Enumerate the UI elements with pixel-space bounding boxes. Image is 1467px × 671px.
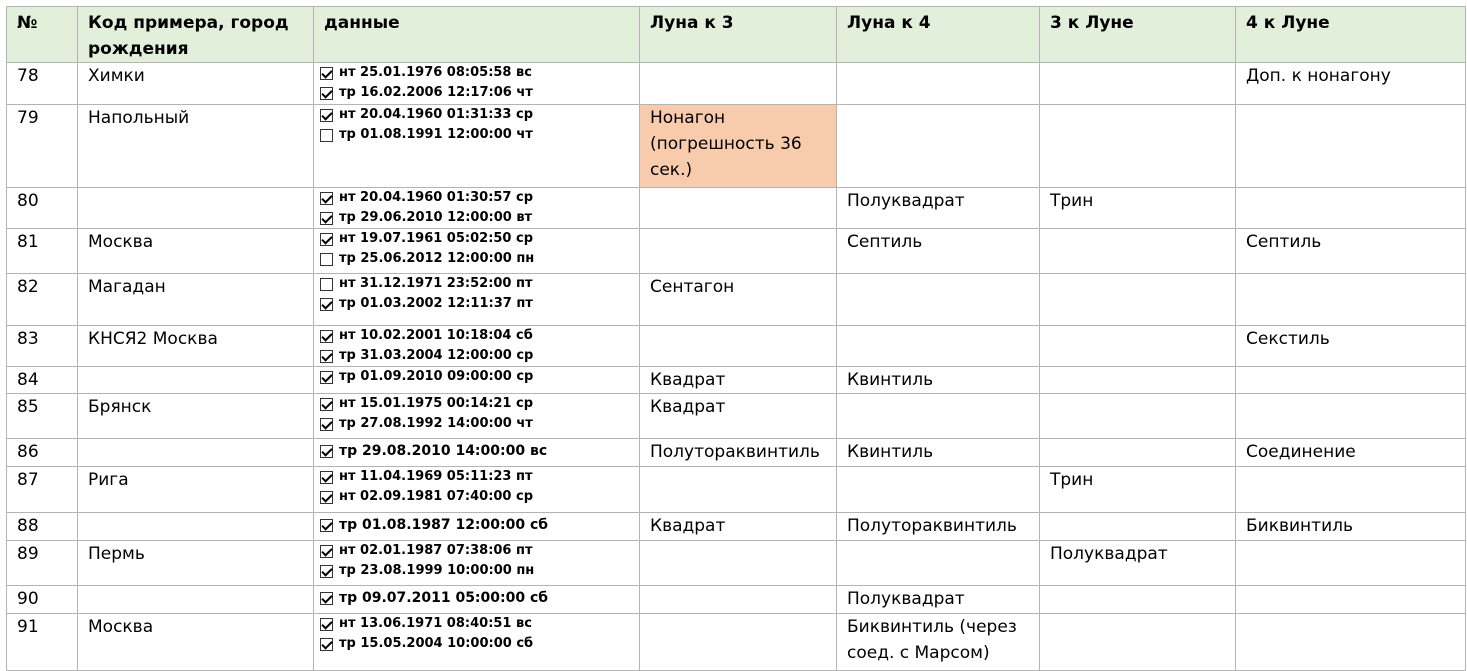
header-city: Код примера, город рождения	[78, 7, 314, 63]
row-city: Москва	[78, 229, 314, 274]
row-city: Пермь	[78, 541, 314, 586]
checkbox-unchecked-icon[interactable]	[320, 278, 333, 291]
row-data	[314, 541, 640, 586]
data-entry-text: нт 20.04.1960 01:31:33 ср	[339, 107, 534, 122]
4-to-moon: Секстиль	[1236, 326, 1466, 367]
data-entry	[320, 294, 639, 314]
data-entry	[320, 188, 639, 208]
data-entry-text: нт 19.07.1961 05:02:50 ср	[339, 231, 534, 246]
3-to-moon: Трин	[1040, 467, 1236, 513]
3-to-moon	[1040, 63, 1236, 105]
4-to-moon	[1236, 274, 1466, 326]
table-row	[7, 394, 1466, 439]
data-entry-text: тр 15.05.2004 10:00:00 сб	[339, 636, 534, 651]
data-entry-text: тр 23.08.1999 10:00:00 пн	[339, 563, 535, 578]
4-to-moon	[1236, 467, 1466, 513]
row-city: Магадан	[78, 274, 314, 326]
moon-to-3: Сентагон	[640, 274, 837, 326]
data-entry	[320, 513, 639, 537]
table-row	[7, 513, 1466, 541]
4-to-moon: Соединение	[1236, 439, 1466, 467]
checkbox-checked-icon[interactable]	[320, 212, 333, 225]
data-entry	[320, 326, 639, 346]
data-entry-text: нт 13.06.1971 08:40:51 вс	[339, 616, 532, 631]
data-entry	[320, 274, 639, 294]
header-moon-to-3: Луна к 3	[640, 7, 837, 63]
4-to-moon	[1236, 188, 1466, 229]
data-entry	[320, 586, 639, 610]
header-data: данные	[314, 7, 640, 63]
data-entry	[320, 83, 639, 103]
header-4-to-moon: 4 к Луне	[1236, 7, 1466, 63]
data-entry-text: нт 02.09.1981 07:40:00 ср	[339, 489, 534, 504]
table-row	[7, 326, 1466, 367]
3-to-moon	[1040, 614, 1236, 671]
row-number: 86	[7, 439, 78, 467]
3-to-moon	[1040, 586, 1236, 614]
moon-to-3: Квадрат	[640, 513, 837, 541]
data-entry	[320, 367, 639, 387]
data-entry-text: тр 25.06.2012 12:00:00 пн	[339, 251, 535, 266]
table-row	[7, 467, 1466, 513]
moon-to-3: Полутораквинтиль	[640, 439, 837, 467]
row-data	[314, 229, 640, 274]
row-data	[314, 394, 640, 439]
row-number: 78	[7, 63, 78, 105]
checkbox-checked-icon[interactable]	[320, 371, 333, 384]
moon-to-4: Квинтиль	[837, 367, 1040, 394]
row-city	[78, 188, 314, 229]
data-entry	[320, 125, 639, 145]
header-moon-to-4: Луна к 4	[837, 7, 1040, 63]
moon-to-4	[837, 326, 1040, 367]
row-data	[314, 326, 640, 367]
4-to-moon	[1236, 614, 1466, 671]
row-city: Брянск	[78, 394, 314, 439]
moon-to-4: Полуквадрат	[837, 586, 1040, 614]
3-to-moon	[1040, 439, 1236, 467]
table-row	[7, 367, 1466, 394]
data-entry-text: нт 31.12.1971 23:52:00 пт	[339, 276, 533, 291]
data-entry	[320, 541, 639, 561]
data-entry-text: нт 10.02.2001 10:18:04 сб	[339, 328, 533, 343]
moon-to-4: Полутораквинтиль	[837, 513, 1040, 541]
moon-to-4: Биквинтиль (через соед. с Марсом)	[837, 614, 1040, 671]
data-entry-text: тр 01.03.2002 12:11:37 пт	[339, 296, 533, 311]
moon-to-3	[640, 229, 837, 274]
checkbox-unchecked-icon[interactable]	[320, 129, 333, 142]
4-to-moon: Биквинтиль	[1236, 513, 1466, 541]
data-entry	[320, 414, 639, 434]
table-row	[7, 439, 1466, 467]
table-row	[7, 541, 1466, 586]
moon-to-3	[640, 586, 837, 614]
data-entry	[320, 249, 639, 269]
checkbox-checked-icon[interactable]	[320, 519, 333, 532]
3-to-moon	[1040, 274, 1236, 326]
moon-to-3	[640, 188, 837, 229]
data-entry-text: тр 29.08.2010 14:00:00 вс	[339, 443, 548, 459]
3-to-moon: Трин	[1040, 188, 1236, 229]
moon-to-3	[640, 326, 837, 367]
header-3-to-moon: 3 к Луне	[1040, 7, 1236, 63]
checkbox-checked-icon[interactable]	[320, 592, 333, 605]
4-to-moon	[1236, 367, 1466, 394]
data-entry	[320, 394, 639, 414]
3-to-moon	[1040, 513, 1236, 541]
checkbox-checked-icon[interactable]	[320, 565, 333, 578]
row-data	[314, 105, 640, 188]
data-entry	[320, 63, 639, 83]
checkbox-checked-icon[interactable]	[320, 192, 333, 205]
row-data	[314, 274, 640, 326]
3-to-moon	[1040, 326, 1236, 367]
data-entry	[320, 439, 639, 463]
data-entry	[320, 208, 639, 228]
moon-to-3: Квадрат	[640, 367, 837, 394]
checkbox-checked-icon[interactable]	[320, 491, 333, 504]
data-entry	[320, 487, 639, 507]
checkbox-checked-icon[interactable]	[320, 471, 333, 484]
checkbox-checked-icon[interactable]	[320, 298, 333, 311]
row-data	[314, 439, 640, 467]
row-city: Москва	[78, 614, 314, 671]
4-to-moon	[1236, 105, 1466, 188]
row-city: Химки	[78, 63, 314, 105]
row-number: 83	[7, 326, 78, 367]
data-entry-text: нт 20.04.1960 01:30:57 ср	[339, 190, 534, 205]
checkbox-checked-icon[interactable]	[320, 109, 333, 122]
data-entry-text: тр 01.08.1991 12:00:00 чт	[339, 127, 533, 142]
moon-to-4	[837, 467, 1040, 513]
row-data	[314, 467, 640, 513]
checkbox-checked-icon[interactable]	[320, 87, 333, 100]
checkbox-checked-icon[interactable]	[320, 233, 333, 246]
data-entry-text: нт 02.01.1987 07:38:06 пт	[339, 543, 533, 558]
checkbox-checked-icon[interactable]	[320, 330, 333, 343]
data-entry	[320, 229, 639, 249]
table-row	[7, 188, 1466, 229]
table-row	[7, 229, 1466, 274]
row-data	[314, 367, 640, 394]
row-number: 79	[7, 105, 78, 188]
table-row	[7, 63, 1466, 105]
row-data	[314, 188, 640, 229]
moon-to-3: Нонагон (погрешность 36 сек.)	[640, 105, 837, 188]
checkbox-checked-icon[interactable]	[320, 618, 333, 631]
data-entry	[320, 561, 639, 581]
row-city	[78, 439, 314, 467]
3-to-moon	[1040, 394, 1236, 439]
row-data	[314, 586, 640, 614]
checkbox-checked-icon[interactable]	[320, 418, 333, 431]
data-entry	[320, 105, 639, 125]
data-entry-text: тр 01.09.2010 09:00:00 ср	[339, 369, 534, 384]
row-number: 82	[7, 274, 78, 326]
checkbox-checked-icon[interactable]	[320, 350, 333, 363]
data-entry-text: нт 11.04.1969 05:11:23 пт	[339, 469, 533, 484]
moon-to-4	[837, 105, 1040, 188]
moon-to-4: Квинтиль	[837, 439, 1040, 467]
row-city: КНСЯ2 Москва	[78, 326, 314, 367]
data-entry-text: тр 27.08.1992 14:00:00 чт	[339, 416, 533, 431]
row-city	[78, 586, 314, 614]
row-city	[78, 367, 314, 394]
4-to-moon	[1236, 586, 1466, 614]
row-number: 85	[7, 394, 78, 439]
data-entry	[320, 467, 639, 487]
data-entry	[320, 614, 639, 634]
row-data	[314, 614, 640, 671]
checkbox-checked-icon[interactable]	[320, 545, 333, 558]
table-row	[7, 614, 1466, 671]
checkbox-unchecked-icon[interactable]	[320, 253, 333, 266]
data-entry	[320, 634, 639, 654]
row-number: 91	[7, 614, 78, 671]
table-row	[7, 274, 1466, 326]
row-city: Напольный	[78, 105, 314, 188]
checkbox-checked-icon[interactable]	[320, 445, 333, 458]
data-entry	[320, 346, 639, 366]
checkbox-checked-icon[interactable]	[320, 398, 333, 411]
row-number: 80	[7, 188, 78, 229]
moon-to-3	[640, 541, 837, 586]
4-to-moon	[1236, 541, 1466, 586]
header-row	[7, 7, 1466, 63]
moon-to-4: Септиль	[837, 229, 1040, 274]
moon-to-3: Квадрат	[640, 394, 837, 439]
data-entry-text: нт 15.01.1975 00:14:21 ср	[339, 396, 534, 411]
3-to-moon	[1040, 105, 1236, 188]
data-entry-text: тр 31.03.2004 12:00:00 ср	[339, 348, 534, 363]
4-to-moon: Септиль	[1236, 229, 1466, 274]
aspects-table	[6, 6, 1466, 671]
row-data	[314, 513, 640, 541]
row-number: 81	[7, 229, 78, 274]
data-entry-text: нт 25.01.1976 08:05:58 вс	[339, 65, 532, 80]
3-to-moon	[1040, 367, 1236, 394]
row-city	[78, 513, 314, 541]
moon-to-4: Полуквадрат	[837, 188, 1040, 229]
row-number: 90	[7, 586, 78, 614]
moon-to-4	[837, 63, 1040, 105]
3-to-moon: Полуквадрат	[1040, 541, 1236, 586]
table-row	[7, 105, 1466, 188]
data-entry-text: тр 01.08.1987 12:00:00 сб	[339, 517, 549, 533]
table-body	[7, 63, 1466, 671]
table-row	[7, 586, 1466, 614]
row-number: 89	[7, 541, 78, 586]
data-entry-text: тр 09.07.2011 05:00:00 сб	[339, 590, 549, 606]
row-data	[314, 63, 640, 105]
checkbox-checked-icon[interactable]	[320, 67, 333, 80]
3-to-moon	[1040, 229, 1236, 274]
moon-to-3	[640, 63, 837, 105]
row-number: 84	[7, 367, 78, 394]
moon-to-4	[837, 274, 1040, 326]
row-number: 87	[7, 467, 78, 513]
moon-to-3	[640, 614, 837, 671]
data-entry-text: тр 29.06.2010 12:00:00 вт	[339, 210, 533, 225]
4-to-moon	[1236, 394, 1466, 439]
row-city: Рига	[78, 467, 314, 513]
header-num: №	[7, 7, 78, 63]
row-number: 88	[7, 513, 78, 541]
data-entry-text: тр 16.02.2006 12:17:06 чт	[339, 85, 533, 100]
moon-to-4	[837, 541, 1040, 586]
moon-to-4	[837, 394, 1040, 439]
checkbox-checked-icon[interactable]	[320, 638, 333, 651]
4-to-moon: Доп. к нонагону	[1236, 63, 1466, 105]
moon-to-3	[640, 467, 837, 513]
